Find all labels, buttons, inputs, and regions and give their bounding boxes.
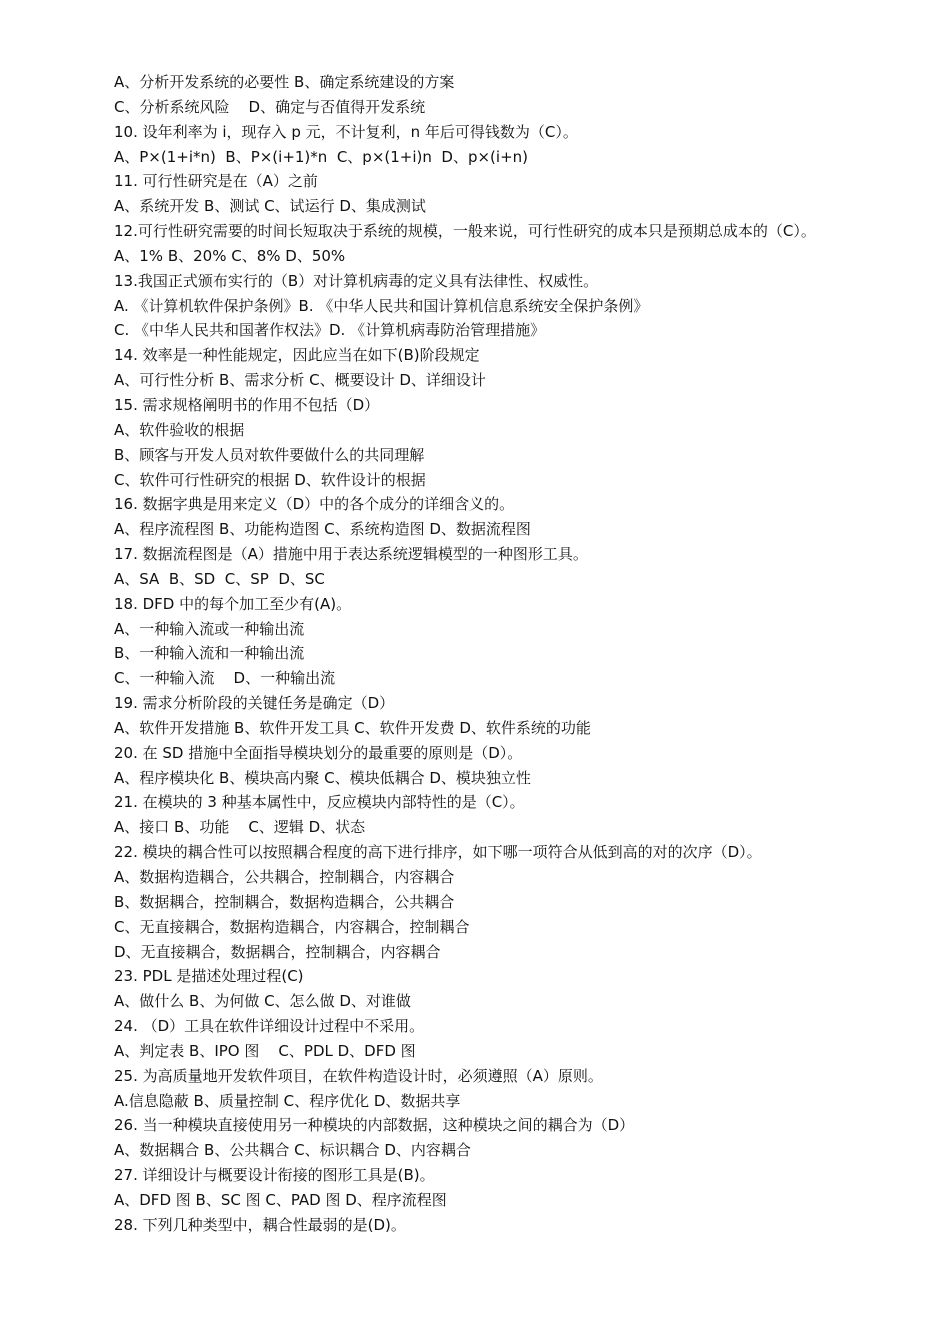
- question-10: 10. 设年利率为 i，现存入 p 元，不计复利，n 年后可得钱数为（C）。: [114, 122, 578, 141]
- question-26: 26. 当一种模块直接使用另一种模块的内部数据，这种模块之间的耦合为（D）: [114, 1116, 635, 1135]
- option-line: A.信息隐蔽 B、质量控制 C、程序优化 D、数据共享: [114, 1091, 461, 1110]
- option-line: A、系统开发 B、测试 C、试运行 D、集成测试: [114, 197, 426, 216]
- option-line: A. 《计算机软件保护条例》B. 《中华人民共和国计算机信息系统安全保护条例》: [114, 296, 649, 315]
- option-line: C. 《中华人民共和国著作权法》D. 《计算机病毒防治管理措施》: [114, 321, 546, 340]
- question-23: 23. PDL 是描述处理过程(C): [114, 967, 304, 986]
- option-line: A、接口 B、功能 C、逻辑 D、状态: [114, 818, 366, 837]
- option-line: A、DFD 图 B、SC 图 C、PAD 图 D、程序流程图: [114, 1190, 447, 1209]
- question-22: 22. 模块的耦合性可以按照耦合程度的高下进行排序，如下哪一项符合从低到高的对的次序（D）。: [114, 843, 762, 862]
- option-line: A、SA B、SD C、SP D、SC: [114, 569, 325, 588]
- option-line: A、程序流程图 B、功能构造图 C、系统构造图 D、数据流程图: [114, 520, 531, 539]
- question-21: 21. 在模块的 3 种基本属性中，反应模块内部特性的是（C）。: [114, 793, 525, 812]
- option-line: A、软件验收的根据: [114, 420, 245, 439]
- option-line: A、一种输入流或一种输出流: [114, 619, 305, 638]
- question-19: 19. 需求分析阶段的关键任务是确定（D）: [114, 694, 395, 713]
- question-16: 16. 数据字典是用来定义（D）中的各个成分的详细含义的。: [114, 495, 515, 514]
- question-28: 28. 下列几种类型中，耦合性最弱的是(D)。: [114, 1215, 406, 1234]
- option-line: B、顾客与开发人员对软件要做什么的共同理解: [114, 445, 425, 464]
- option-line: A、分析开发系统的必要性 B、确定系统建设的方案: [114, 73, 455, 91]
- option-line: C、无直接耦合，数据构造耦合，内容耦合，控制耦合: [114, 917, 470, 936]
- option-line: A、软件开发措施 B、软件开发工具 C、软件开发费 D、软件系统的功能: [114, 718, 591, 737]
- question-20: 20. 在 SD 措施中全面指导模块划分的最重要的原则是（D）。: [114, 743, 523, 762]
- question-15: 15. 需求规格阐明书的作用不包括（D）: [114, 395, 380, 414]
- option-line: A、程序模块化 B、模块高内聚 C、模块低耦合 D、模块独立性: [114, 768, 531, 787]
- document-page: [114, 70, 844, 1238]
- option-line: A、1% B、20% C、8% D、50%: [114, 246, 346, 265]
- option-line: C、一种输入流 D、一种输出流: [114, 669, 336, 688]
- option-line: A、P×(1+i*n) B、P×(i+1)*n C、p×(1+i)n D、p×(i+n): [114, 147, 529, 166]
- question-11: 11. 可行性研究是在（A）之前: [114, 172, 318, 191]
- question-13: 13.我国正式颁布实行的（B）对计算机病毒的定义具有法律性、权威性。: [114, 271, 599, 290]
- option-line: B、数据耦合，控制耦合，数据构造耦合，公共耦合: [114, 892, 455, 911]
- option-line: D、无直接耦合，数据耦合，控制耦合，内容耦合: [114, 942, 441, 961]
- question-24: 24. （D）工具在软件详细设计过程中不采用。: [114, 1017, 425, 1036]
- option-line: A、判定表 B、IPO 图 C、PDL D、DFD 图: [114, 1041, 416, 1060]
- question-17: 17. 数据流程图是（A）措施中用于表达系统逻辑模型的一种图形工具。: [114, 545, 588, 564]
- question-14: 14. 效率是一种性能规定，因此应当在如下(B)阶段规定: [114, 346, 480, 365]
- option-line: A、数据耦合 B、公共耦合 C、标识耦合 D、内容耦合: [114, 1141, 471, 1160]
- option-line: B、一种输入流和一种输出流: [114, 644, 305, 663]
- option-line: A、做什么 B、为何做 C、怎么做 D、对谁做: [114, 992, 411, 1011]
- option-line: A、可行性分析 B、需求分析 C、概要设计 D、详细设计: [114, 371, 486, 390]
- question-18: 18. DFD 中的每个加工至少有(A)。: [114, 594, 352, 613]
- question-25: 25. 为高质量地开发软件项目，在软件构造设计时，必须遵照（A）原则。: [114, 1066, 603, 1085]
- question-27: 27. 详细设计与概要设计衔接的图形工具是(B)。: [114, 1166, 435, 1185]
- question-12: 12.可行性研究需要的时间长短取决于系统的规模，一般来说，可行性研究的成本只是预期总成本的（C）。: [114, 222, 816, 241]
- option-line: C、分析系统风险 D、确定与否值得开发系统: [114, 97, 426, 116]
- option-line: C、软件可行性研究的根据 D、软件设计的根据: [114, 470, 426, 489]
- option-line: A、数据构造耦合，公共耦合，控制耦合，内容耦合: [114, 868, 455, 886]
